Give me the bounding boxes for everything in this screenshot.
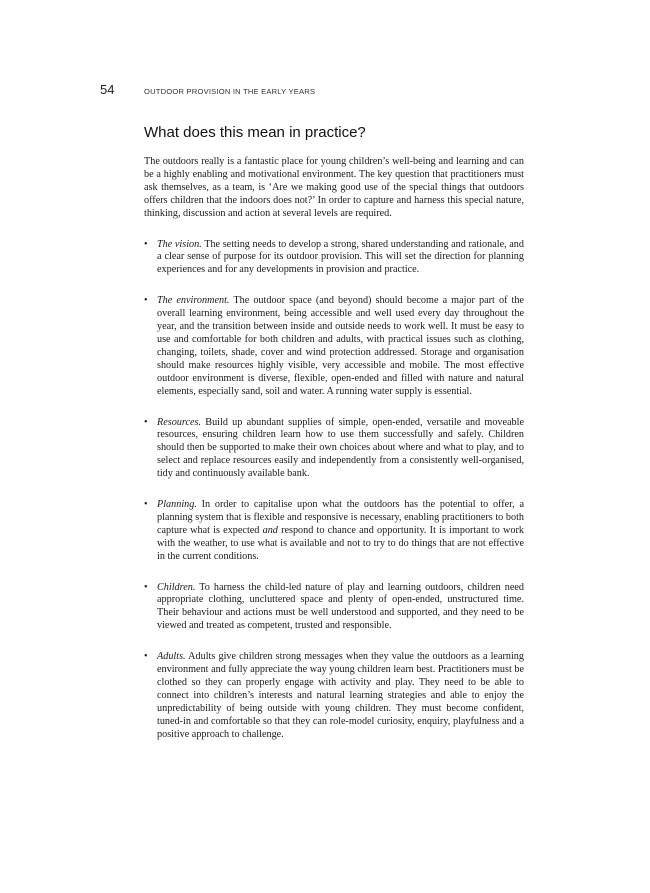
bullet-text: The setting needs to develop a strong, shared understanding and rationale, and a clear sense of purpose for its outdoor provision. This will set the direction for planning experiences and for any developments in provision and practice. bbox=[157, 238, 524, 276]
bullet-vision bbox=[144, 239, 524, 278]
bullet-planning bbox=[144, 499, 524, 564]
bullet-text: The outdoor space (and beyond) should become a major part of the overall learning environment, being accessible and well used every day throughout the year, and the transition between inside and outside needs to work well. It must be easy to use and comfortable for both children and adults, with practical issues such as clothing, changing, toilets, shade, cover and wind protection addressed. Storage and organisation should make resources highly visible, very accessible and mobile. The most effective outdoor environment is diverse, flexible, open-ended and filled with nature and natural elements, especially sand, soil and water. A running water supply is essential. bbox=[157, 295, 525, 397]
bullet-icon: • bbox=[144, 499, 148, 511]
page-number: 54 bbox=[100, 82, 115, 97]
bullet-title: Resources. bbox=[157, 416, 202, 428]
bullet-children bbox=[144, 582, 524, 634]
section-heading: What does this mean in practice? bbox=[144, 124, 366, 141]
running-head bbox=[100, 82, 530, 97]
bullet-resources bbox=[144, 417, 524, 482]
running-title: OUTDOOR PROVISION IN THE EARLY YEARS bbox=[144, 87, 316, 96]
bullet-title: The environment. bbox=[157, 295, 230, 307]
bullet-icon: • bbox=[144, 651, 148, 663]
bullet-icon: • bbox=[144, 295, 148, 307]
bullet-title: Adults. bbox=[157, 651, 186, 663]
page-content bbox=[144, 124, 524, 760]
bullet-icon: • bbox=[144, 416, 148, 428]
bullet-title: Children. bbox=[157, 581, 196, 593]
bullet-icon: • bbox=[144, 581, 148, 593]
intro-paragraph: The outdoors really is a fantastic place for young children’s well-being and learning and can be a highly enabling and motivational environment. The key question that practitioners must ask themselves, as a team, is ‘Are we making good use of the special things that outdoors offers children that the indoors does not?’ In order to capture and harness this special nature, thinking, discussion and action at several levels are required. bbox=[144, 156, 524, 219]
bullet-list bbox=[144, 239, 524, 742]
bullet-text: respond to chance and opportunity. It is important to work with the weather, to use what is available and not to try to do things that are not effective in the current conditions. bbox=[157, 524, 524, 562]
bullet-text: To harness the child-led nature of play and learning outdoors, children need appropriate clothing, uncluttered space and plenty of open-ended, unstructured time. Their behaviour and actions must be well understood and supported, and they need to be viewed and treated as competent, trusted and responsible. bbox=[157, 581, 524, 632]
bullet-text: Adults give children strong messages when they value the outdoors as a learning environment and fully appreciate the way young children learn best. Practitioners must be clothed so they can properly engage with activity and play. They need to be able to connect into children’s interests and natural learning strategies and able to enjoy the unpredictability of being outside with young children. They must become confident, tuned-in and comfortable so that they can role-model curiosity, enquiry, playfulness and a positive approach to challenge. bbox=[157, 651, 524, 740]
bullet-icon: • bbox=[144, 238, 148, 250]
bullet-title: The vision. bbox=[157, 238, 202, 250]
bullet-text: Build up abundant supplies of simple, open-ended, versatile and moveable resources, ensuring children learn how to use them successfully and safely. Children should then be supported to make their own choices about where and what to play, and to select and replace resources easily and independently from a consistently well-organised, tidy and continuously available bank. bbox=[157, 416, 524, 480]
bullet-text: In order to capitalise upon what the outdoors has the potential to offer, a planning system that is flexible and responsive is necessary, enabling practitioners to both capture what is expected bbox=[157, 499, 524, 536]
bullet-environment bbox=[144, 295, 524, 398]
bullet-adults bbox=[144, 651, 524, 741]
bullet-emphasis: and bbox=[262, 524, 278, 536]
bullet-title: Planning. bbox=[157, 499, 197, 511]
